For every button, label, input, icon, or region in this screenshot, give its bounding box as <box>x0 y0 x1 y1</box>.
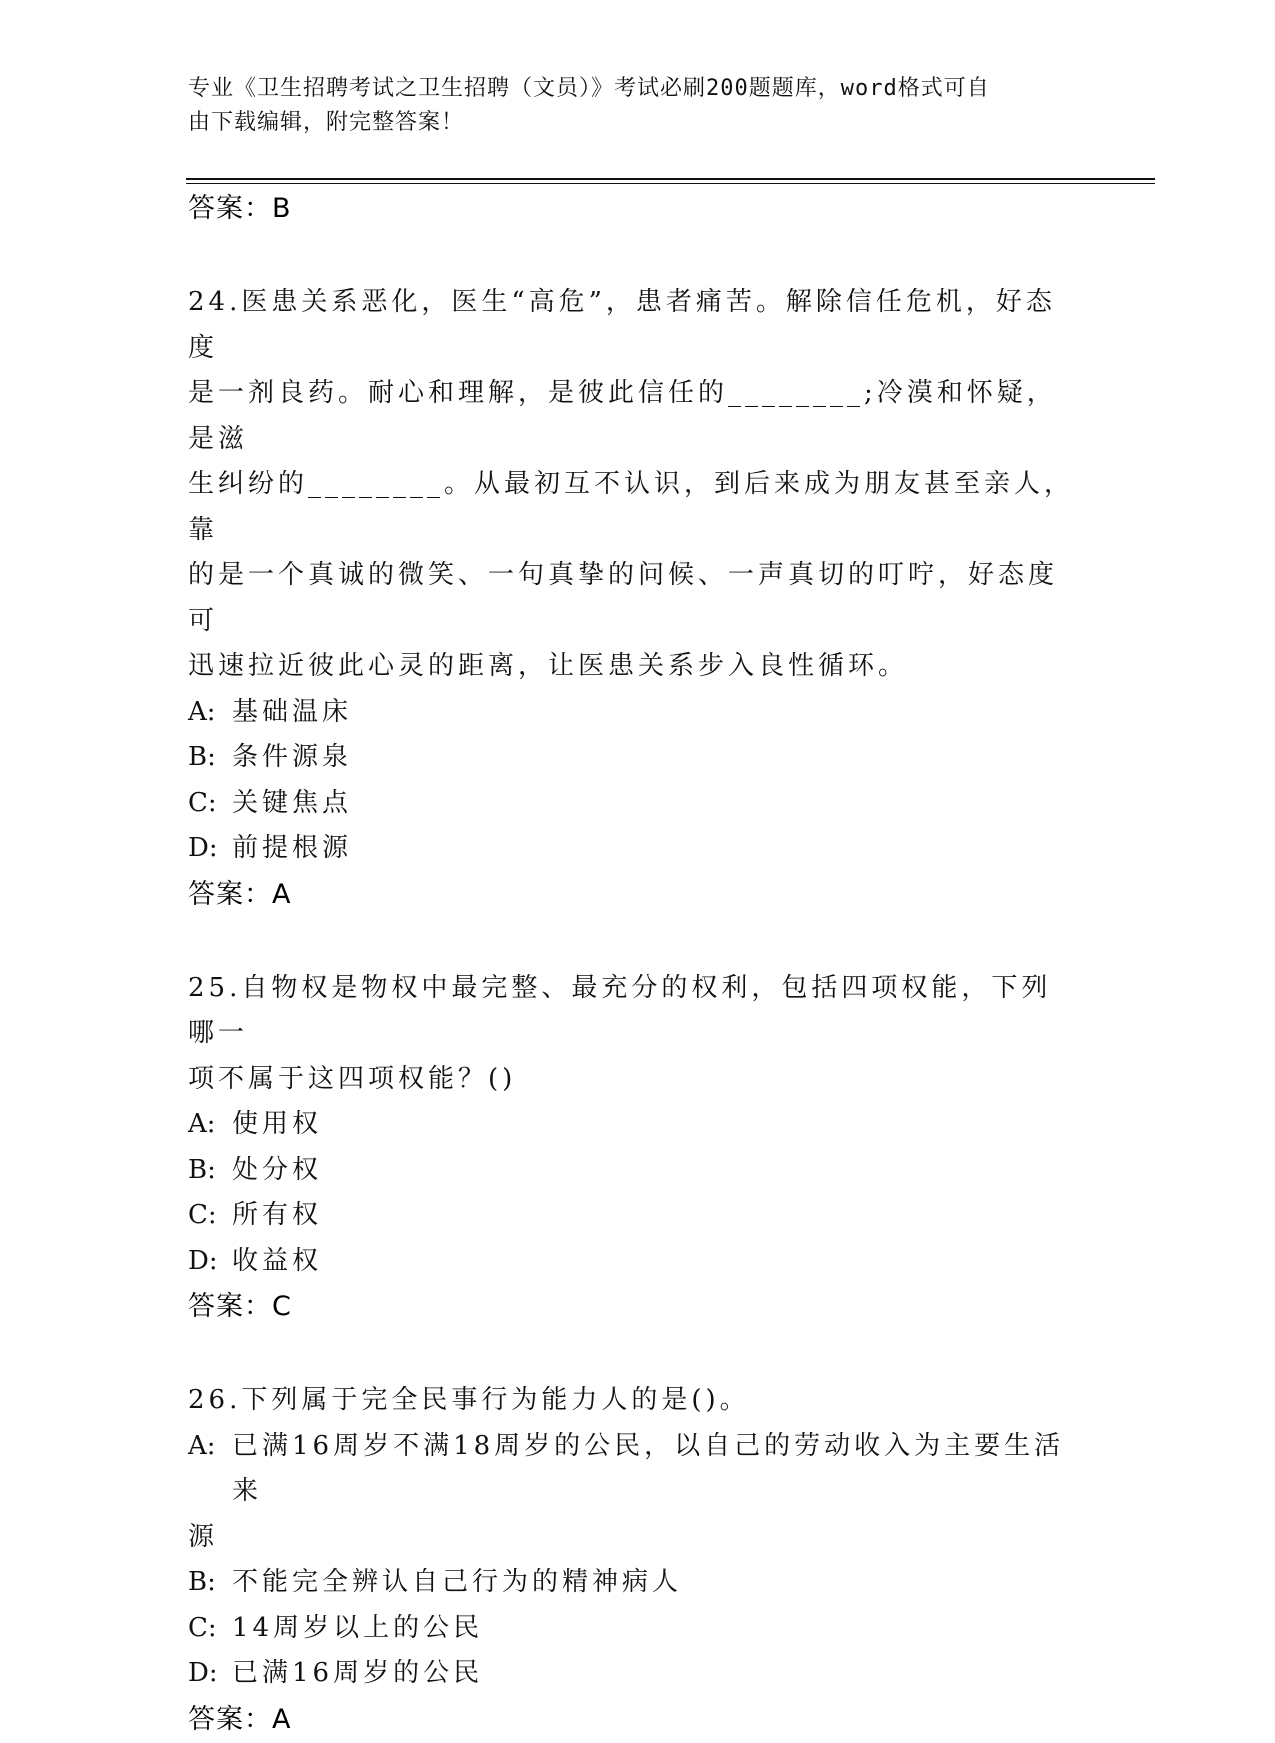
option-a <box>188 1424 1088 1515</box>
option-letter: D: <box>188 833 218 863</box>
option-letter: C: <box>188 1200 217 1230</box>
header-line-2: 由下载编辑，附完整答案！ <box>188 110 465 135</box>
question-text-line: 24.医患关系恶化，医生“高危”，患者痛苦。解除信任危机，好态度 <box>188 287 1056 363</box>
question-text-line: 生纠纷的________。从最初互不认识，到后来成为朋友甚至亲人，靠 <box>188 469 1075 545</box>
question-text-line: 是一剂良药。耐心和理解，是彼此信任的________;冷漠和怀疑，是滋 <box>188 378 1057 454</box>
option-b <box>188 1560 1088 1606</box>
option-d <box>188 826 1088 872</box>
option-b <box>188 735 1088 781</box>
answer-26: 答案：A <box>188 1703 292 1735</box>
answer-25: 答案：C <box>188 1291 292 1322</box>
option-a-continuation: 源 <box>188 1521 219 1552</box>
header-divider-thin <box>186 183 1155 184</box>
option-text: 条件源泉 <box>232 742 353 772</box>
option-text: 前提根源 <box>232 833 353 863</box>
option-text: 基础温床 <box>232 696 353 727</box>
question-text <box>188 280 1078 690</box>
option-c <box>188 1193 1088 1239</box>
option-letter: A: <box>188 1109 216 1139</box>
option-text: 使用权 <box>232 1109 323 1139</box>
option-c <box>188 781 1088 827</box>
option-letter: B: <box>188 742 216 772</box>
question-text-line: 26.下列属于完全民事行为能力人的是()。 <box>188 1385 750 1415</box>
option-letter: B: <box>188 1154 216 1185</box>
option-letter: D: <box>188 1245 218 1276</box>
option-text: 不能完全辨认自己行为的精神病人 <box>232 1567 683 1597</box>
option-d <box>188 1651 1088 1697</box>
option-letter: D: <box>188 1658 218 1688</box>
question-text-line: 项不属于这四项权能？() <box>188 1063 517 1094</box>
question-text <box>188 1378 1078 1424</box>
option-letter: B: <box>188 1567 216 1597</box>
question-text <box>188 966 1078 1103</box>
spacer <box>188 918 1088 966</box>
option-d <box>188 1239 1088 1285</box>
option-text: 关键焦点 <box>232 787 353 818</box>
header-line-1: 专业《卫生招聘考试之卫生招聘（文员）》考试必刷200题题库，word格式可自 <box>188 76 990 101</box>
spacer <box>188 1330 1088 1378</box>
option-text: 收益权 <box>232 1245 323 1276</box>
option-a <box>188 1102 1088 1148</box>
option-c <box>188 1606 1088 1652</box>
option-letter: A: <box>188 696 216 727</box>
document-header <box>188 72 1068 140</box>
option-letter: A: <box>188 1430 216 1461</box>
answer-24: 答案：A <box>188 878 292 910</box>
question-text-line: 迅速拉近彼此心灵的距离，让医患关系步入良性循环。 <box>188 651 909 681</box>
option-text: 已满16周岁不满18周岁的公民，以自己的劳动收入为主要生活来 <box>232 1430 1065 1506</box>
previous-answer: 答案：B <box>188 193 292 224</box>
question-26 <box>188 1378 1088 1743</box>
question-text-line: 的是一个真诚的微笑、一句真挚的问候、一声真切的叮咛，好态度可 <box>188 560 1059 636</box>
header-divider-thick <box>186 178 1155 180</box>
option-text: 已满16周岁的公民 <box>232 1658 484 1688</box>
option-letter: C: <box>188 1612 217 1643</box>
option-text: 所有权 <box>232 1200 323 1230</box>
spacer <box>188 232 1088 280</box>
option-text: 处分权 <box>232 1154 323 1185</box>
question-24 <box>188 280 1088 918</box>
question-25 <box>188 966 1088 1331</box>
option-a <box>188 690 1088 736</box>
document-body <box>188 186 1088 1743</box>
question-text-line: 25.自物权是物权中最完整、最充分的权利，包括四项权能，下列哪一 <box>188 972 1052 1048</box>
option-b <box>188 1148 1088 1194</box>
option-letter: C: <box>188 787 217 818</box>
option-text: 14周岁以上的公民 <box>232 1612 484 1643</box>
